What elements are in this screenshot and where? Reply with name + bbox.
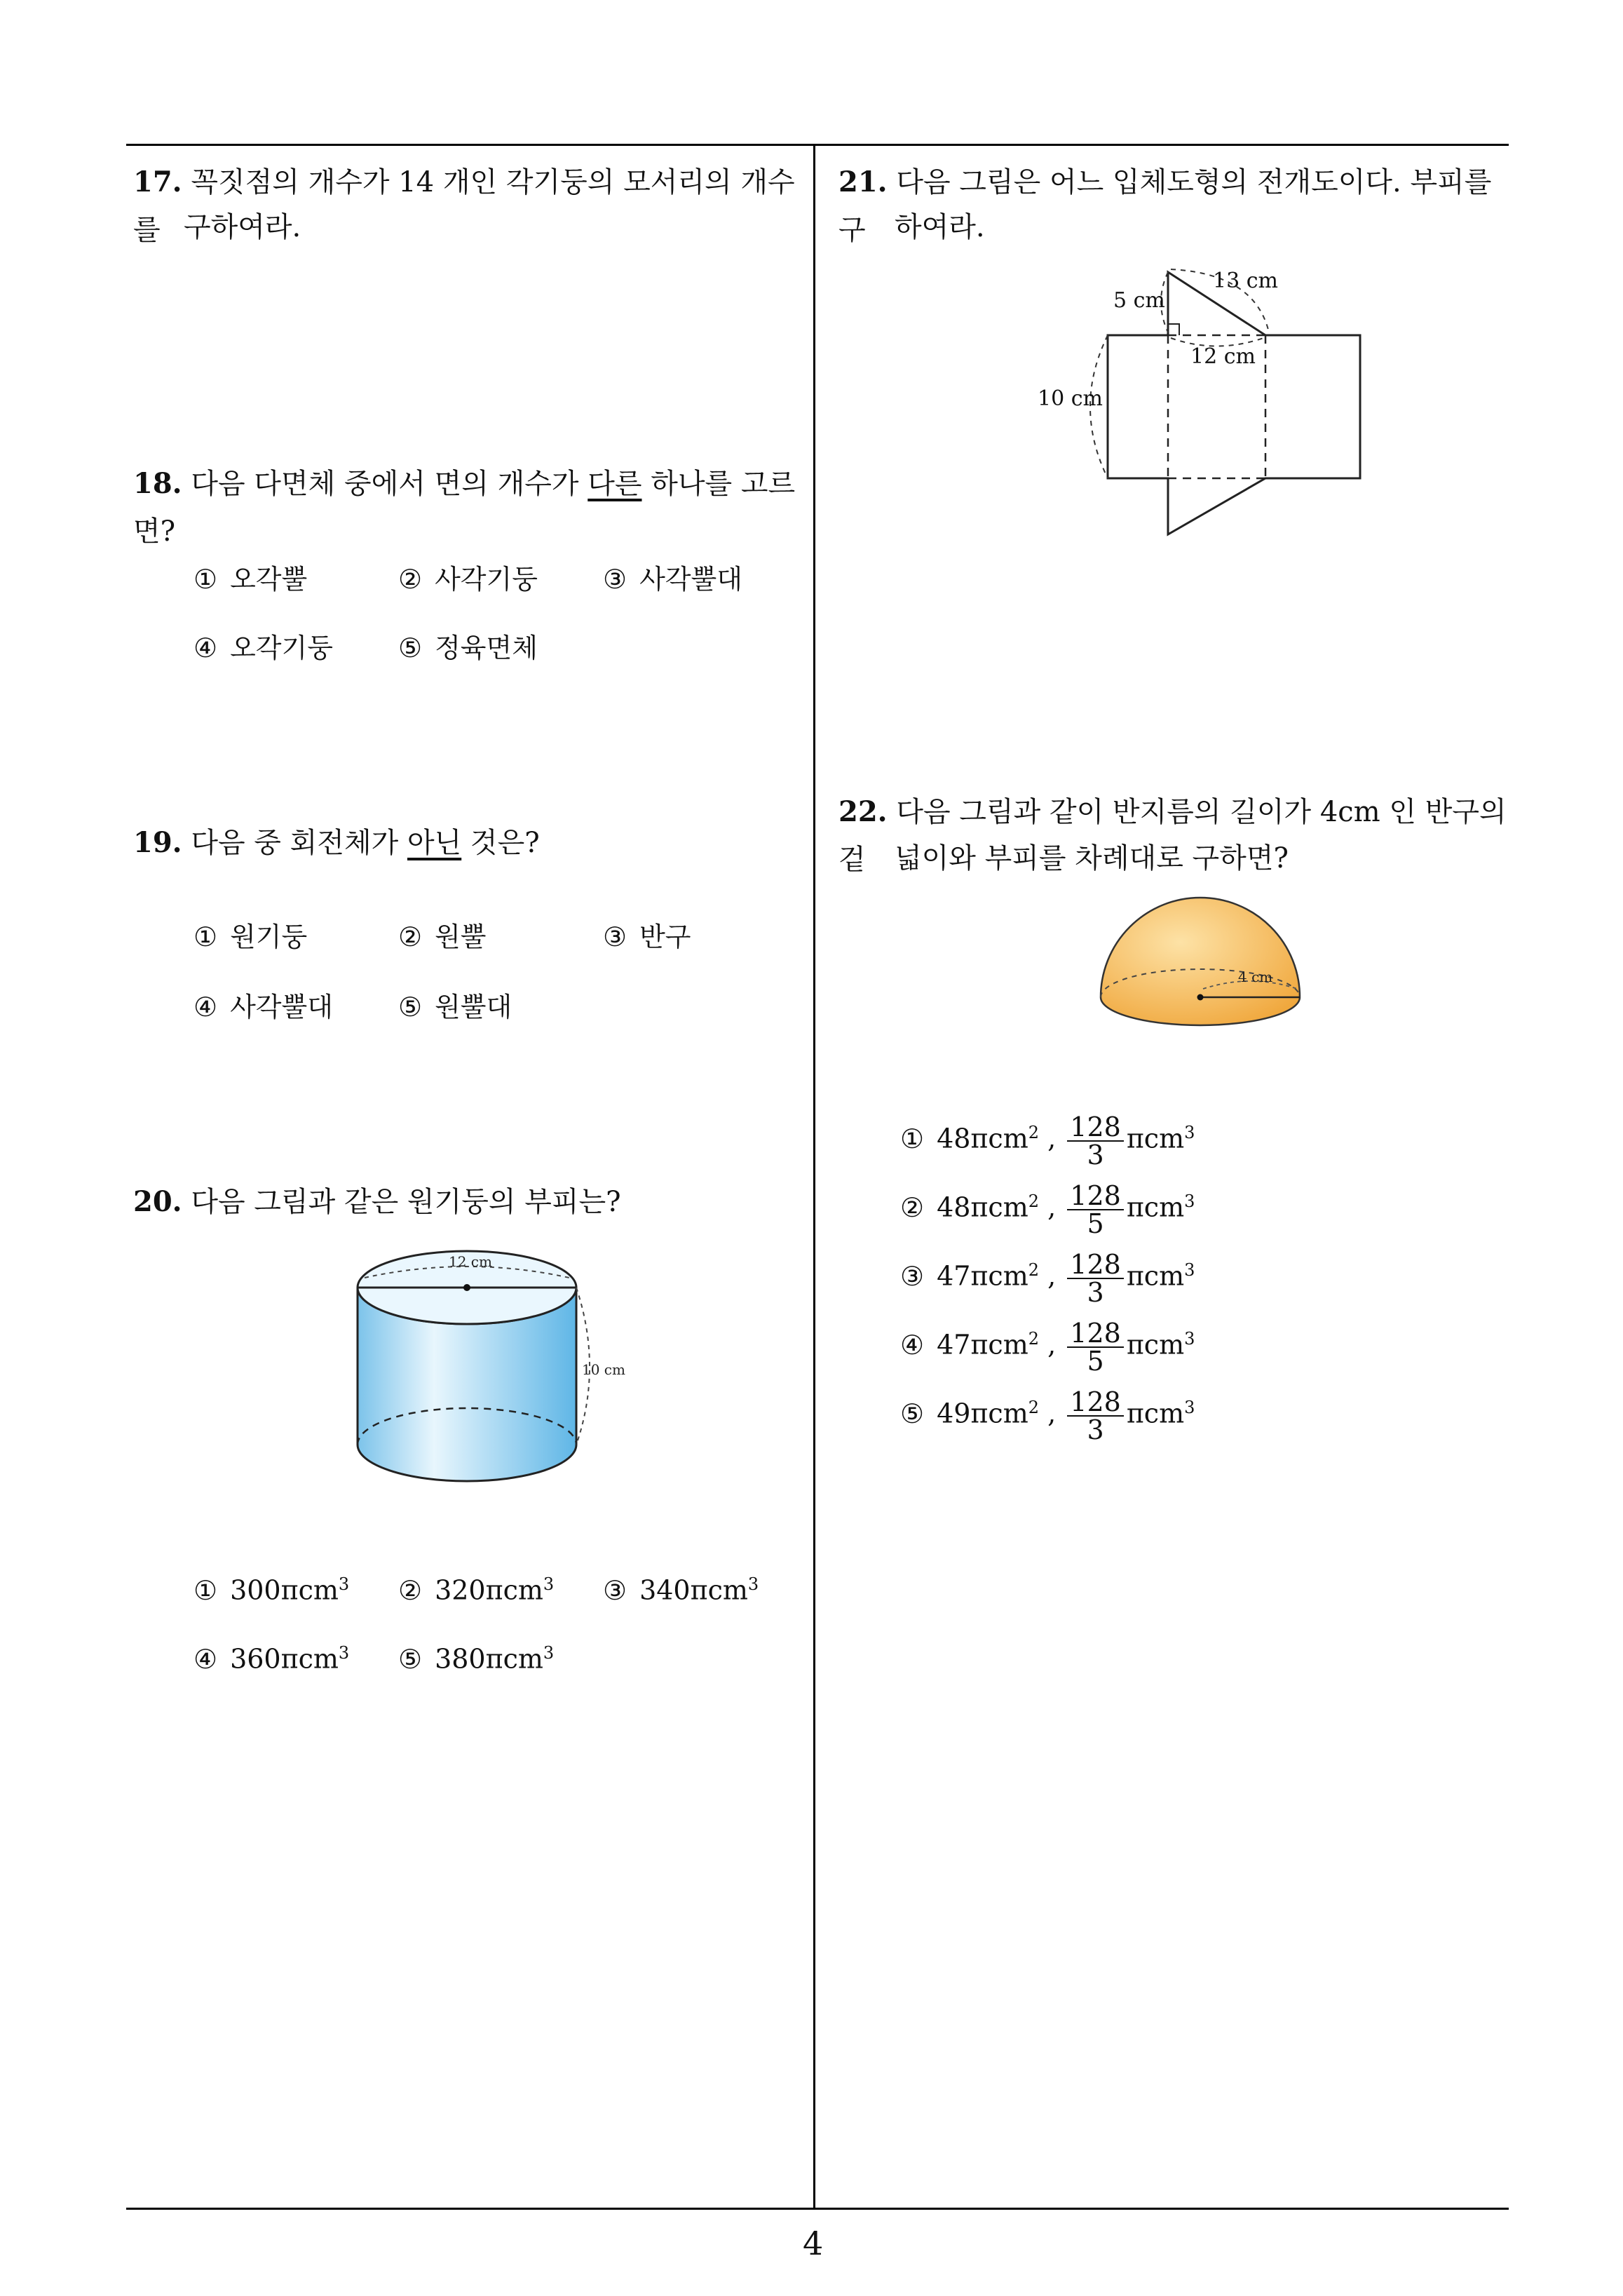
volume-unit: πcm [1126, 1329, 1185, 1360]
option-1[interactable] [193, 1574, 349, 1606]
denominator: 3 [1087, 1140, 1104, 1170]
exponent: 2 [1028, 1397, 1040, 1417]
question-number: 21. [838, 166, 888, 198]
hemisphere-body [1101, 898, 1300, 1025]
label-12cm: 12 cm [1190, 344, 1256, 369]
question-number: 20. [133, 1185, 182, 1218]
volume-unit: πcm [1126, 1123, 1185, 1154]
right-angle-mark [1168, 324, 1179, 335]
option-1[interactable] [193, 915, 307, 954]
option-5[interactable] [398, 1643, 554, 1675]
label-10cm: 10 cm [1038, 386, 1103, 411]
option-marker: ④ [193, 633, 218, 663]
question-text: 다음 그림과 같은 원기둥의 부피는? [191, 1186, 621, 1218]
exponent: 3 [1184, 1122, 1195, 1142]
radius-label: 4 cm [1238, 968, 1273, 985]
emphasized-word: 다른 [588, 468, 642, 500]
question-text: 꼭짓점의 개수가 14 개인 각기둥의 모서리의 개수를 [133, 166, 795, 246]
cylinder-figure [337, 1234, 659, 1501]
option-5[interactable] [398, 985, 512, 1024]
exponent: 2 [1028, 1328, 1040, 1349]
exponent: 3 [1184, 1328, 1195, 1349]
diameter-label: 12 cm [449, 1253, 492, 1270]
exponent: 3 [543, 1643, 555, 1663]
denominator: 5 [1087, 1208, 1104, 1239]
surface-area-value: 47πcm [937, 1329, 1028, 1360]
separator: , [1047, 1260, 1057, 1292]
option-marker: ⑤ [900, 1398, 925, 1429]
option-label: 반구 [639, 921, 691, 952]
numerator: 128 [1067, 1389, 1124, 1417]
option-label: 정육면체 [435, 633, 538, 663]
volume-unit: πcm [1126, 1398, 1185, 1429]
option-marker: ⑤ [398, 992, 423, 1022]
label-5cm: 5 cm [1113, 288, 1165, 313]
surface-area-value: 49πcm [937, 1398, 1028, 1429]
option-marker: ② [398, 1574, 423, 1606]
numerator: 128 [1067, 1320, 1124, 1348]
option-4[interactable] [193, 985, 333, 1024]
question-number: 18. [133, 467, 182, 500]
question-text: 다음 중 회전체가 [191, 827, 407, 859]
column-divider [813, 144, 815, 2210]
option-label: 오각기둥 [230, 633, 333, 663]
question-22-continued: 넓이와 부피를 차례대로 구하면? [895, 842, 1289, 874]
exponent: 3 [338, 1574, 350, 1594]
center-point [463, 1284, 470, 1291]
fraction [1067, 1251, 1124, 1306]
option-label: 사각기둥 [435, 564, 538, 595]
option-label: 오각뿔 [230, 564, 308, 595]
option-marker: ③ [900, 1260, 925, 1292]
option-marker: ① [900, 1123, 925, 1154]
height-label: 10 cm [582, 1361, 625, 1378]
option-label: 사각뿔대 [639, 564, 742, 595]
label-13cm: 13 cm [1213, 269, 1278, 293]
emphasized-word: 아닌 [407, 827, 462, 859]
option-label: 원뿔대 [435, 992, 512, 1022]
volume-unit: πcm [1126, 1191, 1185, 1223]
option-marker: ④ [900, 1329, 925, 1360]
top-rule [126, 144, 1509, 146]
option-4[interactable] [193, 626, 333, 665]
option-marker: ② [900, 1191, 925, 1223]
option-marker: ① [193, 921, 218, 952]
numerator: 128 [1067, 1251, 1124, 1279]
exponent: 2 [1028, 1260, 1040, 1280]
option-value: 360πcm [230, 1643, 339, 1675]
option-label: 원기둥 [230, 921, 308, 952]
fraction [1067, 1114, 1124, 1168]
option-marker: ① [193, 1574, 218, 1606]
exponent: 3 [1184, 1191, 1195, 1211]
question-18 [133, 460, 806, 555]
question-number: 19. [133, 826, 182, 859]
option-3[interactable] [603, 558, 742, 596]
option-4[interactable] [193, 1643, 349, 1675]
volume-unit: πcm [1126, 1260, 1185, 1292]
option-1[interactable] [193, 558, 307, 596]
option-marker: ② [398, 564, 423, 595]
option-4[interactable] [900, 1320, 1195, 1375]
surface-area-value: 47πcm [937, 1260, 1028, 1292]
numerator: 128 [1067, 1114, 1124, 1142]
option-value: 320πcm [435, 1574, 543, 1606]
option-2[interactable] [398, 1574, 554, 1606]
option-5[interactable] [398, 626, 538, 665]
fraction [1067, 1182, 1124, 1237]
option-1[interactable] [900, 1114, 1195, 1168]
exponent: 3 [338, 1643, 350, 1663]
question-text: 다음 그림과 같이 반지름의 길이가 4cm 인 반구의 겉 [838, 796, 1507, 876]
option-marker: ④ [193, 992, 218, 1022]
option-value: 300πcm [230, 1574, 339, 1606]
option-value: 380πcm [435, 1643, 543, 1675]
question-number: 17. [133, 166, 182, 198]
denominator: 5 [1087, 1346, 1104, 1377]
page-number: 4 [803, 2224, 824, 2262]
exponent: 2 [1028, 1122, 1040, 1142]
fraction [1067, 1320, 1124, 1375]
option-marker: ③ [603, 564, 627, 595]
question-text: 다음 다면체 중에서 면의 개수가 [191, 468, 588, 500]
option-5[interactable] [900, 1386, 1195, 1445]
surface-area-value: 48πcm [937, 1123, 1028, 1154]
option-2[interactable] [398, 915, 487, 954]
prism-net-figure [1024, 259, 1416, 547]
option-marker: ④ [193, 1643, 218, 1675]
exponent: 2 [1028, 1191, 1040, 1211]
exponent: 3 [1184, 1397, 1195, 1417]
hemisphere-figure [1094, 891, 1304, 1052]
exponent: 3 [1184, 1260, 1195, 1280]
separator: , [1047, 1123, 1057, 1154]
option-marker: ② [398, 921, 423, 952]
option-3[interactable] [603, 1574, 759, 1606]
option-marker: ③ [603, 1574, 627, 1606]
option-label: 원뿔 [435, 921, 487, 952]
option-marker: ① [193, 564, 218, 595]
numerator: 128 [1067, 1182, 1124, 1210]
question-20 [133, 1178, 806, 1226]
surface-area-value: 48πcm [937, 1191, 1028, 1223]
denominator: 3 [1087, 1414, 1104, 1445]
question-number: 22. [838, 795, 888, 828]
exponent: 3 [747, 1574, 759, 1594]
option-3[interactable] [603, 915, 691, 954]
question-text-end: 하나를 고르면? [133, 468, 796, 548]
question-text-end: 것은? [461, 827, 540, 859]
center-point [1197, 994, 1204, 1001]
question-19 [133, 819, 806, 867]
option-2[interactable] [900, 1182, 1195, 1237]
fraction [1067, 1386, 1124, 1445]
option-marker: ⑤ [398, 633, 423, 663]
separator: , [1047, 1191, 1057, 1223]
option-3[interactable] [900, 1251, 1195, 1306]
option-label: 사각뿔대 [230, 992, 333, 1022]
separator: , [1047, 1398, 1057, 1429]
separator: , [1047, 1329, 1057, 1360]
option-value: 340πcm [639, 1574, 748, 1606]
question-21-continued: 하여라. [895, 211, 985, 243]
option-marker: ⑤ [398, 1643, 423, 1675]
question-17-continued: 구하여라. [184, 211, 301, 243]
exponent: 3 [543, 1574, 555, 1594]
option-2[interactable] [398, 558, 538, 596]
bottom-rule [126, 2208, 1509, 2210]
option-marker: ③ [603, 921, 627, 952]
denominator: 3 [1087, 1277, 1104, 1308]
question-text: 다음 그림은 어느 입체도형의 전개도이다. 부피를 구 [838, 166, 1492, 246]
